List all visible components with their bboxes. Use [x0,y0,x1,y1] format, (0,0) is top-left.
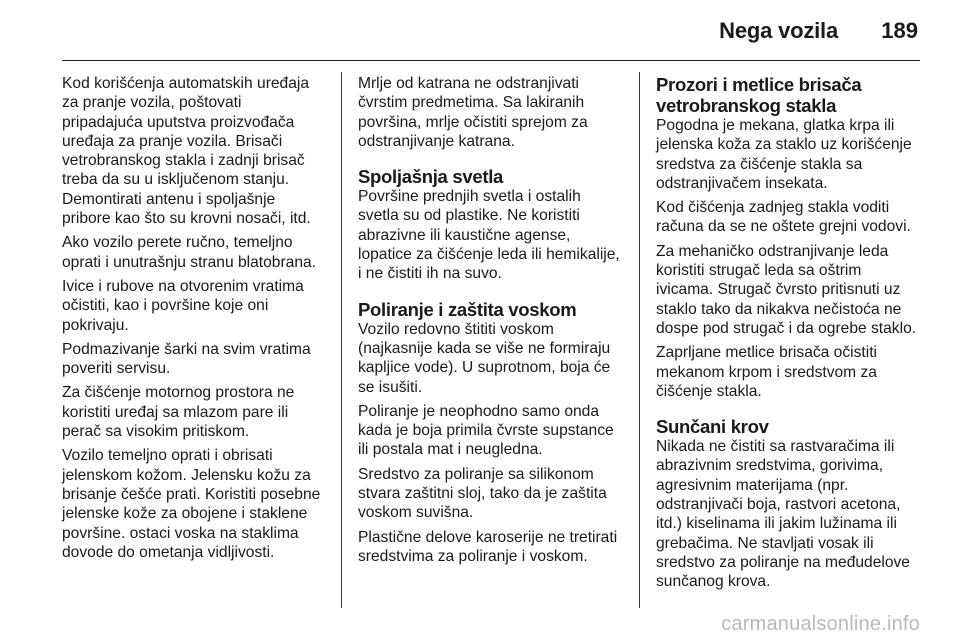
heading-polishing-waxing: Poliranje i zaštita voskom [358,298,577,320]
paragraph: Sredstvo za poliranje sa silikonom stvara zaštitni sloj, tako da je zaštita voskom suvišna. [358,465,607,522]
paragraph: Vozilo temeljno oprati i obrisati jelenskom kožom. Jelensku kožu za brisanje češće prati. Koristiti posebne jelenske kože za obojene i staklene površine. ostaci voska na staklima dovode do ometanja vidljivosti. [62,447,321,561]
paragraph: Plastične delove karoserije ne tretirati sredstvima za poliranje i voskom. [358,528,618,565]
column-middle [358,74,624,571]
heading-windows-wipers: Prozori i metlice brisača vetrobranskog stakla [656,74,862,116]
paragraph: Poliranje je neophodno samo onda kada je boja primila čvrste supstance ili postala mat i neugledna. [358,402,614,459]
section-title: Nega vozila [719,18,838,43]
paragraph: Kod korišćenja automatskih uređaja za pranje vozila, poštovati pripadajuća uputstva proizvođača uređaja za pranje vozila. Brisači vetrobranskog stakla i zadnji brisač treba da su u isključenom stanju. Demontirati antenu i spoljašnje pribore kao što su krovni nosači, itd. [62,75,311,228]
column-right [656,74,926,597]
column-left [62,74,334,567]
paragraph: Mrlje od katrana ne odstranjivati čvrstim predmetima. Sa lakiranih površina, mrlje očistiti sprejom za odstranjivanje katrana. [358,75,588,150]
paragraph: Vozilo redovno štititi voskom (najkasnije kada se više ne formiraju kapljice vode). U suprotnom, boja će se isušiti. [358,320,611,396]
heading-sunroof: Sunčani krov [656,416,769,438]
page-header [0,0,960,62]
header-rule [62,60,920,61]
paragraph: Pogodna je mekana, glatka krpa ili jelenska koža za staklo uz korišćenje sredstva za čišćenje stakla sa odstranjivačem insekata. [656,117,912,192]
column-divider-left [341,72,342,608]
heading-exterior-lights: Spoljašnja svetla [358,166,504,188]
paragraph: Ako vozilo perete ručno, temeljno oprati i unutrašnju stranu blatobrana. [62,234,316,271]
paragraph: Za čišćenje motornog prostora ne koristiti uređaj sa mlazom pare ili perač sa visokim pritiskom. [62,384,295,441]
column-divider-right [639,72,640,608]
paragraph: Podmazivanje šarki na svim vratima poveriti servisu. [62,340,311,378]
paragraph: Površine prednjih svetla i ostalih svetla su od plastike. Ne koristiti abrazivne ili kaustične agense, lopatice za čišćenje leda ili hemikalije, i ne čistiti ih na suvo. [358,188,620,283]
paragraph: Zaprljane metlice brisača očistiti mekanom krpom i sredstvom za čišćenje stakla. [656,344,877,400]
paragraph: Za mehaničko odstranjivanje leda koristiti strugač leda sa oštrim ivicama. Strugač čvrsto pritisnuti uz staklo tako da nikakva nečistoća ne dospe pod strugač i da ogrebe staklo. [656,242,917,337]
paragraph: Nikada ne čistiti sa rastvaračima ili abrazivnim sredstvima, gorivima, agresivnim materijama (npr. odstranjivači boja, rastvori acetona, itd.) kiselinama ili jakim lužinama ili grebačima. Ne stavljati vosak ili sredstvo za poliranje na međudelove sunčanog krova. [656,438,910,591]
page-number: 189 [881,18,918,43]
paragraph: Kod čišćenja zadnjeg stakla voditi računa da se ne oštete grejni vodovi. [656,199,911,236]
paragraph: Ivice i rubove na otvorenim vratima očistiti, kao i površine koje oni pokrivaju. [62,277,304,334]
watermark: carmanualsonline.info [721,613,920,635]
